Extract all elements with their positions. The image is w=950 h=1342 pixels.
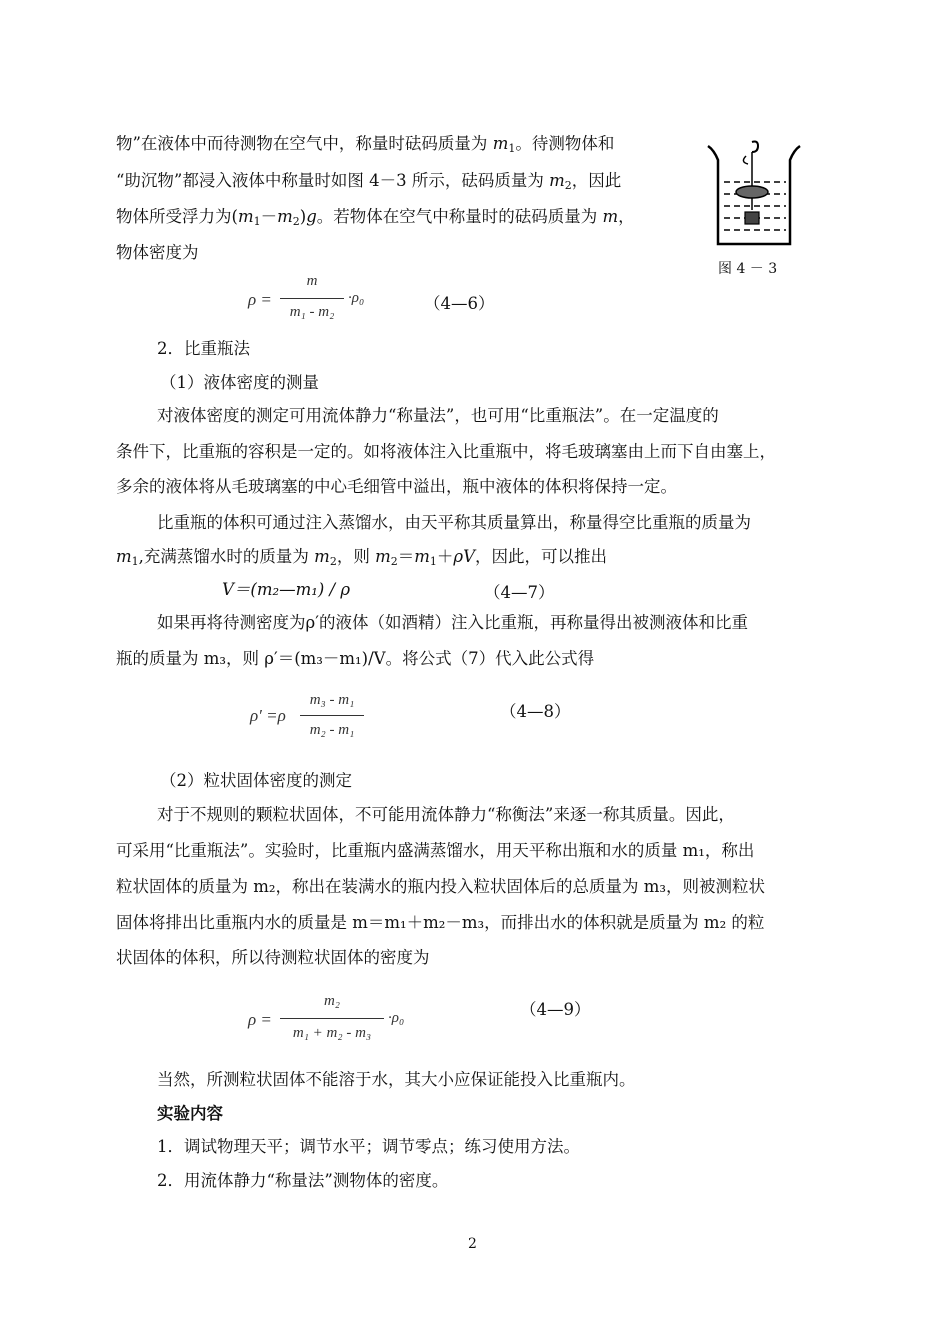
beaker-figure <box>700 140 810 255</box>
intro-line-4: 物体密度为 <box>116 243 199 262</box>
section-2-heading: 2．比重瓶法 <box>157 339 250 358</box>
item-2: 2．用流体静力“称量法”测物体的密度。 <box>157 1171 449 1190</box>
para1-line2: 条件下，比重瓶的容积是一定的。如将液体注入比重瓶中，将毛玻璃塞由上而下自由塞上， <box>116 442 776 461</box>
para3-line1: 如果再将待测密度为ρ′的液体（如酒精）注入比重瓶，再称量得出被测液体和比重 <box>157 613 748 632</box>
equation-4-8-label: （4—8） <box>500 702 571 721</box>
para5: 当然，所测粒状固体不能溶于水，其大小应保证能投入比重瓶内。 <box>157 1070 636 1089</box>
equation-4-9-label: （4—9） <box>520 1000 591 1019</box>
experiment-heading: 实验内容 <box>157 1104 223 1123</box>
para1-line1: 对液体密度的测定可用流体静力“称量法”，也可用“比重瓶法”。在一定温度的 <box>157 406 719 425</box>
section-2-1-heading: （1）液体密度的测量 <box>160 373 319 392</box>
para4-line3: 粒状固体的质量为 m₂，称出在装满水的瓶内投入粒状固体后的总质量为 m₃，则被测粒状 <box>116 877 766 896</box>
para1-line3: 多余的液体将从毛玻璃塞的中心毛细管中溢出，瓶中液体的体积将保持一定。 <box>116 477 677 496</box>
para4-line1: 对于不规则的颗粒状固体，不可能用流体静力“称衡法”来逐一称其质量。因此， <box>157 805 735 824</box>
figure-caption: 图 4 － 3 <box>718 261 778 277</box>
para4-line2: 可采用“比重瓶法”。实验时，比重瓶内盛满蒸馏水，用天平称出瓶和水的质量 m₁，称出 <box>116 841 755 860</box>
equation-4-6-label: （4—6） <box>424 294 495 313</box>
equation-4-7: V＝(m₂—m₁) / ρ <box>222 580 351 599</box>
intro-line-1: 物”在液体中而待测物在空气中，称量时砝码质量为 $m_1$。待测物体和 <box>116 134 615 155</box>
section-2-2-heading: （2）粒状固体密度的测定 <box>160 771 352 790</box>
para3-line2: 瓶的质量为 m₃，则 ρ′＝(m₃－m₁)/V。将公式（7）代入此公式得 <box>116 649 595 668</box>
para2-line2: $m_1$,充满蒸馏水时的质量为 $m_2$，则 $m_2=m_1+\rho V$，因此，可以推出 <box>116 547 607 568</box>
equation-4-7-label: （4—7） <box>484 583 555 602</box>
page-number: 2 <box>468 1236 477 1252</box>
intro-line-2: “助沉物”都浸入液体中称量时如图 4－3 所示，砝码质量为 $m_2$，因此 <box>116 171 622 192</box>
para4-line4: 固体将排出比重瓶内水的质量是 m＝m₁＋m₂－m₃，而排出水的体积就是质量为 m₂ 的粒 <box>116 913 765 932</box>
para2-line1: 比重瓶的体积可通过注入蒸馏水，由天平称其质量算出，称量得空比重瓶的质量为 <box>157 513 751 532</box>
item-1: 1．调试物理天平；调节水平；调节零点；练习使用方法。 <box>157 1137 580 1156</box>
intro-line-3: 物体所受浮力为$(m_1-m_2)g$。若物体在空气中称量时的砝码质量为 m， <box>116 207 635 228</box>
para4-line5: 状固体的体积，所以待测粒状固体的密度为 <box>116 948 430 967</box>
